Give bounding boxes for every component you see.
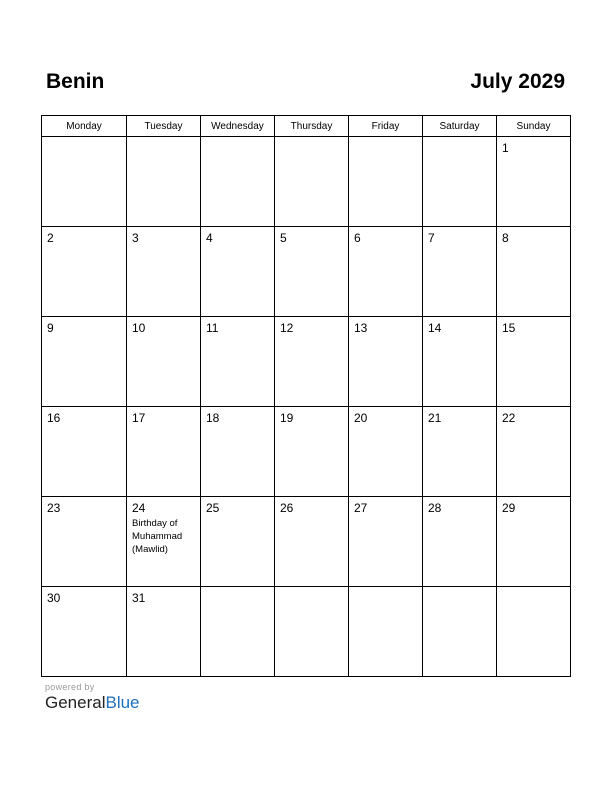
day-cell	[423, 407, 497, 497]
day-number: 16	[47, 411, 61, 425]
week-row	[42, 317, 571, 407]
weekday-header: Wednesday	[201, 116, 275, 137]
day-number: 28	[428, 501, 442, 515]
brand-logo[interactable]	[45, 693, 140, 713]
day-cell	[349, 407, 423, 497]
empty-cell	[275, 137, 349, 227]
weekday-header-row	[42, 116, 571, 137]
holiday-label: Birthday of Muhammad (Mawlid)	[132, 518, 183, 555]
empty-cell	[127, 137, 201, 227]
day-number: 27	[354, 501, 368, 515]
day-number: 22	[502, 411, 516, 425]
day-cell	[42, 317, 127, 407]
day-number: 7	[428, 231, 435, 245]
empty-cell	[349, 587, 423, 677]
day-cell	[127, 317, 201, 407]
empty-cell	[275, 587, 349, 677]
day-cell	[127, 407, 201, 497]
day-number: 2	[47, 231, 54, 245]
country-title: Benin	[46, 70, 105, 93]
day-cell	[497, 407, 571, 497]
powered-by-label: powered by	[45, 682, 95, 692]
day-number: 25	[206, 501, 220, 515]
day-cell	[275, 317, 349, 407]
weekday-header: Monday	[42, 116, 127, 137]
week-row	[42, 407, 571, 497]
day-number: 4	[206, 231, 213, 245]
day-cell	[275, 497, 349, 587]
week-row	[42, 227, 571, 317]
day-cell	[42, 407, 127, 497]
day-number: 31	[132, 591, 146, 605]
day-cell	[497, 497, 571, 587]
day-cell	[201, 317, 275, 407]
weekday-header: Thursday	[275, 116, 349, 137]
footer-branding	[45, 682, 140, 713]
day-number: 1	[502, 141, 509, 155]
empty-cell	[42, 137, 127, 227]
day-cell	[201, 227, 275, 317]
day-number: 10	[132, 321, 146, 335]
day-cell	[201, 497, 275, 587]
day-number: 24	[132, 501, 146, 515]
day-number: 13	[354, 321, 368, 335]
weekday-header: Friday	[349, 116, 423, 137]
weekday-header: Sunday	[497, 116, 571, 137]
day-number: 19	[280, 411, 294, 425]
day-cell	[423, 227, 497, 317]
week-row	[42, 137, 571, 227]
day-number: 5	[280, 231, 287, 245]
day-cell	[127, 227, 201, 317]
day-cell	[423, 317, 497, 407]
week-row	[42, 497, 571, 587]
day-cell	[127, 497, 201, 587]
day-cell	[275, 227, 349, 317]
day-cell	[127, 587, 201, 677]
day-cell	[497, 317, 571, 407]
day-number: 9	[47, 321, 54, 335]
empty-cell	[423, 587, 497, 677]
day-cell	[42, 587, 127, 677]
day-cell	[42, 497, 127, 587]
weekday-header: Saturday	[423, 116, 497, 137]
day-number: 12	[280, 321, 294, 335]
day-number: 11	[206, 321, 219, 335]
day-cell	[275, 407, 349, 497]
weekday-header: Tuesday	[127, 116, 201, 137]
day-number: 14	[428, 321, 442, 335]
week-row	[42, 587, 571, 677]
day-cell	[42, 227, 127, 317]
day-number: 17	[132, 411, 146, 425]
day-number: 20	[354, 411, 368, 425]
day-cell	[349, 227, 423, 317]
empty-cell	[201, 587, 275, 677]
day-number: 6	[354, 231, 361, 245]
day-cell	[201, 407, 275, 497]
day-number: 29	[502, 501, 516, 515]
day-number: 8	[502, 231, 509, 245]
day-cell	[423, 497, 497, 587]
day-number: 18	[206, 411, 220, 425]
day-number: 3	[132, 231, 139, 245]
empty-cell	[201, 137, 275, 227]
day-number: 15	[502, 321, 516, 335]
empty-cell	[497, 587, 571, 677]
brand-blue: Blue	[105, 693, 140, 712]
day-cell	[349, 317, 423, 407]
empty-cell	[423, 137, 497, 227]
day-number: 30	[47, 591, 61, 605]
day-cell	[349, 497, 423, 587]
day-number: 23	[47, 501, 61, 515]
day-number: 21	[428, 411, 442, 425]
day-number: 26	[280, 501, 294, 515]
calendar-grid	[41, 115, 571, 677]
day-cell	[497, 227, 571, 317]
brand-general: General	[45, 693, 106, 712]
month-title: July 2029	[470, 70, 565, 93]
empty-cell	[349, 137, 423, 227]
day-cell	[497, 137, 571, 227]
